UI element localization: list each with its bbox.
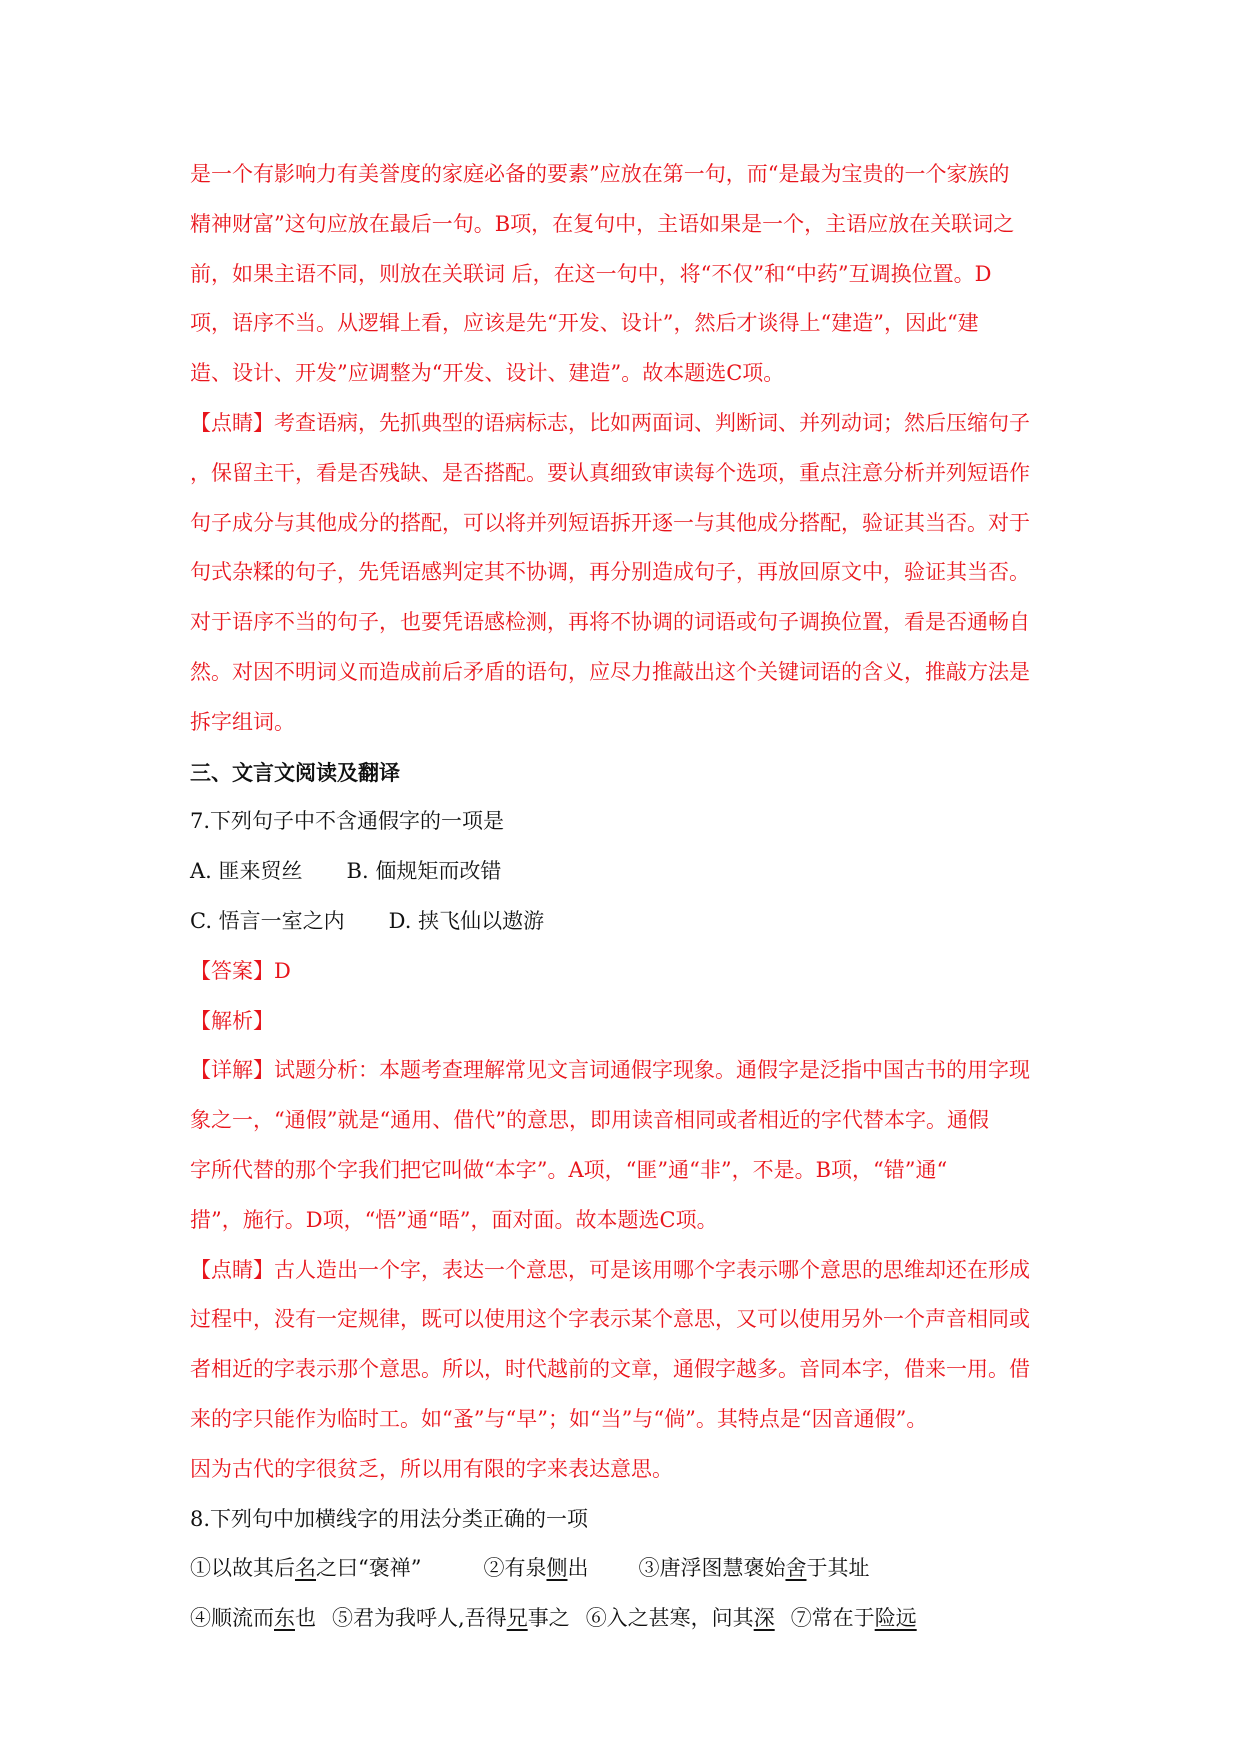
underlined-word: 深: [753, 1606, 775, 1631]
paragraph-line: 造、设计、开发”应调整为“开发、设计、建造”。故本题选C项。: [190, 361, 785, 386]
item-text: ②有泉: [483, 1556, 547, 1581]
options-row: [190, 847, 1060, 897]
item-3: [638, 1556, 869, 1580]
answer-value: D: [274, 958, 291, 983]
item-text: ④顺流而: [190, 1606, 274, 1631]
paragraph-line: 字所代替的那个字我们把它叫做“本字”。A项，“匪”通“非”，不是。B项，“错”通“: [190, 1157, 948, 1182]
option-d: D. 挟飞仙以遨游: [388, 908, 545, 933]
answer-label: 【答案】: [190, 958, 274, 983]
document-page: [190, 150, 1060, 1644]
paragraph-line: 过程中，没有一定规律，既可以使用这个字表示某个意思，又可以使用另外一个声音相同或: [190, 1307, 1030, 1332]
paragraph-line: 【点睛】考查语病，先抓典型的语病标志，比如两面词、判断词、并列动词；然后压缩句子: [190, 410, 1030, 435]
paragraph-line: 象之一，“通假”就是“通用、借代”的意思，即用读音相同或者相近的字代替本字。通假: [190, 1108, 989, 1133]
item-text: ①以故其后: [190, 1556, 295, 1581]
item-text: ⑦常在于: [790, 1606, 875, 1631]
item-1: [190, 1556, 421, 1580]
paragraph-line: 项，语序不当。从逻辑上看，应该是先“开发、设计”，然后才谈得上“建造”，因此“建: [190, 311, 979, 336]
question-8: [190, 1495, 1060, 1644]
item-text: 出: [567, 1556, 589, 1581]
underlined-word: 舍: [785, 1556, 807, 1581]
q7-detail: [190, 1046, 1060, 1245]
underlined-word: 险远: [874, 1606, 917, 1631]
paragraph-line: 【详解】试题分析：本题考查理解常见文言词通假字现象。通假字是泛指中国古书的用字现: [190, 1058, 1030, 1083]
paragraph-line: 句式杂糅的句子，先凭语感判定其不协调，再分别造成句子，再放回原文中，验证其当否。: [190, 560, 1030, 585]
q6-analysis-continued: [190, 150, 1060, 399]
section-heading: 三、文言文阅读及翻译: [190, 759, 400, 785]
paragraph-line: 来的字只能作为临时工。如“蚤”与“早”；如“当”与“倘”。其特点是“因音通假”。: [190, 1406, 928, 1431]
underlined-word: 侧: [546, 1556, 568, 1581]
question-7: [190, 797, 1060, 1494]
item-6: [586, 1606, 775, 1630]
item-text: 之曰“褒禅”: [316, 1556, 422, 1581]
paragraph-line: 前，如果主语不同，则放在关联词 后，在这一句中，将“不仅”和“中药”互调换位置。D: [190, 261, 992, 286]
item-7: [791, 1606, 917, 1630]
paragraph-line: 措”，施行。D项，“悟”通“晤”，面对面。故本题选C项。: [190, 1207, 718, 1232]
item-text: 也: [295, 1606, 316, 1631]
item-text: ⑥入之甚寒，问其: [585, 1606, 754, 1631]
paragraph-line: 因为古代的字很贫乏，所以用有限的字来表达意思。: [190, 1456, 673, 1481]
paragraph-line: 句子成分与其他成分的搭配，可以将并列短语拆开逐一与其他成分搭配，验证其当否。对于: [190, 510, 1030, 535]
q6-tip: [190, 399, 1060, 748]
underlined-word: 兄: [506, 1606, 528, 1631]
option-a: A. 匪来贸丝: [190, 859, 303, 884]
items-row: [190, 1594, 1060, 1644]
paragraph-line: 是一个有影响力有美誉度的家庭必备的要素”应放在第一句，而“是最为宝贵的一个家族的: [190, 162, 1010, 186]
item-text: 事之: [527, 1606, 570, 1631]
underlined-word: 东: [274, 1606, 295, 1631]
item-5: [332, 1606, 570, 1630]
underlined-word: 名: [295, 1556, 316, 1581]
option-c: C. 悟言一室之内: [190, 908, 345, 933]
question-stem: 7.下列句子中不含通假字的一项是: [190, 809, 505, 834]
item-2: [483, 1556, 588, 1580]
item-text: ⑤君为我呼人,吾得: [332, 1606, 507, 1631]
analysis-label: 【解析】: [190, 1008, 274, 1033]
paragraph-line: 对于语序不当的句子，也要凭语感检测，再将不协调的词语或句子调换位置，看是否通畅自: [190, 610, 1030, 635]
paragraph-line: ，保留主干，看是否残缺、是否搭配。要认真细致审读每个选项，重点注意分析并列短语作: [190, 460, 1030, 485]
answer-line: [190, 947, 1060, 997]
options-row: [190, 897, 1060, 947]
paragraph-line: 拆字组词。: [190, 709, 295, 734]
item-text: 于其址: [806, 1556, 870, 1581]
paragraph-line: 者相近的字表示那个意思。所以，时代越前的文章，通假字越多。音同本字，借来一用。借: [190, 1357, 1030, 1382]
item-4: [190, 1606, 316, 1630]
items-row: [190, 1544, 1060, 1594]
paragraph-line: 然。对因不明词义而造成前后矛盾的语句，应尽力推敲出这个关键词语的含义，推敲方法是: [190, 659, 1030, 684]
question-stem: 8.下列句中加横线字的用法分类正确的一项: [190, 1506, 589, 1531]
option-b: B. 偭规矩而改错: [346, 859, 502, 884]
paragraph-line: 精神财富”这句应放在最后一句。B项，在复句中，主语如果是一个，主语应放在关联词之: [190, 211, 1015, 236]
paragraph-line: 【点睛】古人造出一个字，表达一个意思，可是该用哪个字表示哪个意思的思维却还在形成: [190, 1257, 1030, 1282]
q7-tip: [190, 1246, 1060, 1495]
item-text: ③唐浮图慧褒始: [638, 1556, 786, 1581]
